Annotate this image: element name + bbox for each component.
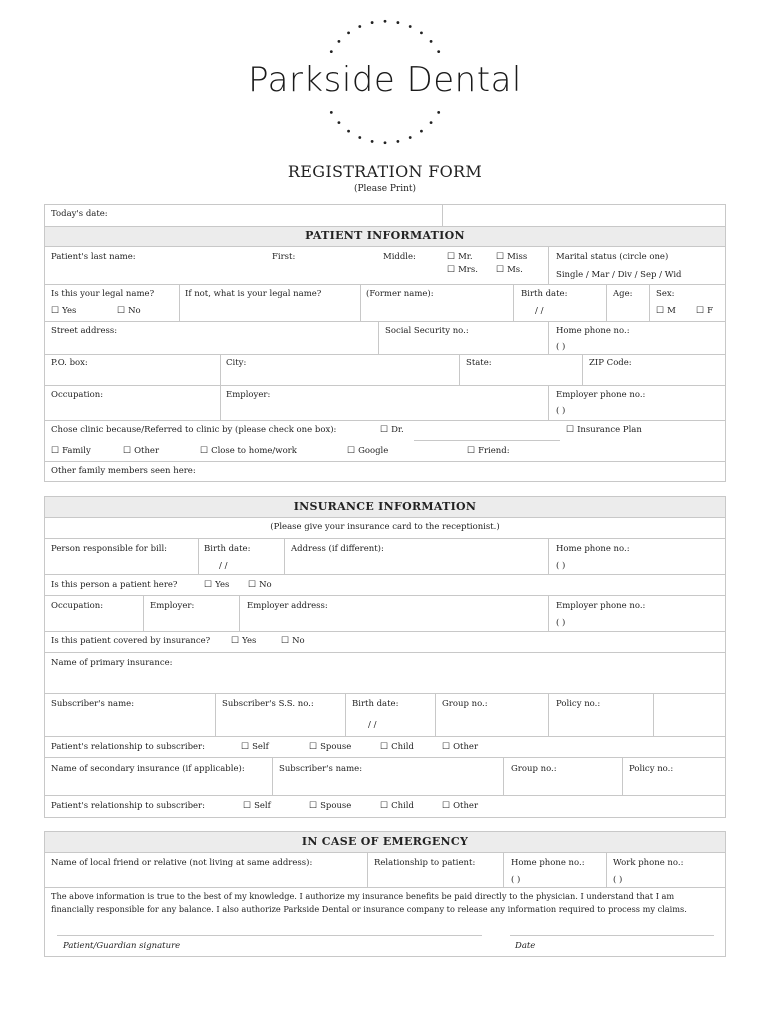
covered-question: Is this patient covered by insurance? — [51, 636, 211, 646]
date-line[interactable] — [510, 935, 714, 936]
responsible-employer-label: Employer: — [150, 601, 195, 611]
last-name-label: Patient's last name: — [51, 252, 136, 262]
legal-name-question: Is this your legal name? — [51, 289, 155, 299]
local-friend-label: Name of local friend or relative (not living at same address): — [51, 858, 313, 868]
secondary-subscriber-name-label: Subscriber's name: — [279, 764, 363, 774]
marital-status-options[interactable]: Single / Mar / Div / Sep / Wid — [556, 270, 682, 280]
subscriber-birth-date-label: Birth date: — [352, 699, 399, 709]
title-miss-checkbox[interactable]: ☐ Miss — [496, 252, 527, 262]
emergency-work-phone-label: Work phone no.: — [613, 858, 684, 868]
po-box-label: P.O. box: — [51, 358, 88, 368]
secondary-policy-no-label: Policy no.: — [629, 764, 674, 774]
title-ms-checkbox[interactable]: ☐ Ms. — [496, 265, 523, 275]
referral-google-checkbox[interactable]: ☐ Google — [347, 446, 388, 456]
secondary-group-no-label: Group no.: — [511, 764, 557, 774]
employer-phone-label: Employer phone no.: — [556, 390, 646, 400]
logo-dot — [338, 40, 341, 43]
employer-label: Employer: — [226, 390, 271, 400]
legal-name-yes-checkbox[interactable]: ☐ Yes — [51, 306, 76, 316]
logo-dot — [371, 21, 374, 24]
insurance-info-header: INSURANCE INFORMATION — [45, 497, 725, 517]
subscriber-birth-date-slashes: / / — [368, 720, 377, 730]
relationship-other-checkbox[interactable]: ☐ Other — [442, 742, 478, 752]
relationship-child-checkbox[interactable]: ☐ Child — [380, 742, 414, 752]
signature-date-label: Date — [515, 941, 536, 951]
subscriber-ss-label: Subscriber's S.S. no.: — [222, 699, 314, 709]
logo-dot — [420, 31, 423, 34]
logo-dot — [358, 136, 361, 139]
logo-dot — [420, 130, 423, 133]
referral-family-checkbox[interactable]: ☐ Family — [51, 446, 91, 456]
referral-close-home-checkbox[interactable]: ☐ Close to home/work — [200, 446, 297, 456]
logo-dot — [330, 50, 333, 53]
is-patient-question: Is this person a patient here? — [51, 580, 178, 590]
secondary-relationship-child-checkbox[interactable]: ☐ Child — [380, 801, 414, 811]
patient-info-header: PATIENT INFORMATION — [45, 226, 725, 246]
secondary-relationship-self-checkbox[interactable]: ☐ Self — [243, 801, 271, 811]
middle-name-label: Middle: — [383, 252, 416, 262]
ssn-label: Social Security no.: — [385, 326, 469, 336]
responsible-birth-date-slashes: / / — [219, 561, 228, 571]
employer-address-label: Employer address: — [247, 601, 328, 611]
relationship-self-checkbox[interactable]: ☐ Self — [241, 742, 269, 752]
signature-line[interactable] — [57, 935, 482, 936]
state-label: State: — [466, 358, 492, 368]
chose-clinic-label: Chose clinic because/Referred to clinic by (please check one box): — [51, 425, 337, 435]
responsible-home-phone-label: Home phone no.: — [556, 544, 630, 554]
logo-dot — [347, 130, 350, 133]
home-phone-parens: ( ) — [556, 342, 566, 352]
zip-label: ZIP Code: — [589, 358, 632, 368]
emergency-relationship-label: Relationship to patient: — [374, 858, 476, 868]
primary-insurance-label: Name of primary insurance: — [51, 658, 173, 668]
insurance-card-note: (Please give your insurance card to the receptionist.) — [270, 522, 500, 532]
covered-no-checkbox[interactable]: ☐ No — [281, 636, 305, 646]
policy-no-label: Policy no.: — [556, 699, 601, 709]
logo-dot — [384, 141, 387, 144]
marital-status-label: Marital status (circle one) — [556, 252, 669, 262]
disclaimer-line-1: The above information is true to the best of my knowledge. I authorize my insurance benefits be paid directly to the physician. I understand that I am — [51, 891, 675, 901]
form-title: REGISTRATION FORM — [287, 162, 483, 181]
logo-dot — [409, 136, 412, 139]
form-subtitle: (Please Print) — [353, 184, 417, 194]
logo-dot — [396, 21, 399, 24]
logo-dot — [437, 111, 440, 114]
referral-friend-checkbox[interactable]: ☐ Friend: — [467, 446, 510, 456]
disclaimer-line-2: financially responsible for any balance. I also authorize Parkside Dental or insurance company to release any information required to process my claims. — [51, 904, 687, 914]
former-name-label: (Former name): — [366, 289, 434, 299]
referral-dr-checkbox[interactable]: ☐ Dr. — [380, 425, 404, 435]
city-label: City: — [226, 358, 247, 368]
logo-dot — [430, 40, 433, 43]
logo-dot — [396, 140, 399, 143]
occupation-label: Occupation: — [51, 390, 104, 400]
logo-dot — [384, 20, 387, 23]
responsible-employer-phone-label: Employer phone no.: — [556, 601, 646, 611]
birth-date-label: Birth date: — [521, 289, 568, 299]
responsible-occupation-label: Occupation: — [51, 601, 104, 611]
other-family-label: Other family members seen here: — [51, 466, 196, 476]
is-patient-yes-checkbox[interactable]: ☐ Yes — [204, 580, 229, 590]
logo-dot — [409, 25, 412, 28]
employer-phone-parens: ( ) — [556, 406, 566, 416]
street-address-label: Street address: — [51, 326, 118, 336]
emergency-home-phone-label: Home phone no.: — [511, 858, 585, 868]
logo-dot — [437, 50, 440, 53]
home-phone-label: Home phone no.: — [556, 326, 630, 336]
insurance-plan-checkbox[interactable]: ☐ Insurance Plan — [566, 425, 642, 435]
sex-f-checkbox[interactable]: ☐ F — [696, 306, 713, 316]
covered-yes-checkbox[interactable]: ☐ Yes — [231, 636, 256, 646]
sex-m-checkbox[interactable]: ☐ M — [656, 306, 676, 316]
responsible-employer-phone-parens: ( ) — [556, 618, 566, 628]
group-no-label: Group no.: — [442, 699, 488, 709]
today-date-label: Today's date: — [51, 209, 108, 219]
emergency-home-phone-parens: ( ) — [511, 875, 521, 885]
logo-dot — [430, 121, 433, 124]
is-patient-no-checkbox[interactable]: ☐ No — [248, 580, 272, 590]
title-mr-checkbox[interactable]: ☐ Mr. — [447, 252, 473, 262]
legal-name-no-checkbox[interactable]: ☐ No — [117, 306, 141, 316]
emergency-work-phone-parens: ( ) — [613, 875, 623, 885]
responsible-person-label: Person responsible for bill: — [51, 544, 168, 554]
secondary-insurance-label: Name of secondary insurance (if applicable): — [51, 764, 245, 774]
logo-text: Parkside Dental — [248, 60, 522, 100]
relationship-label: Patient's relationship to subscriber: — [51, 742, 205, 752]
logo-dot — [347, 31, 350, 34]
responsible-address-label: Address (if different): — [291, 544, 384, 554]
age-label: Age: — [613, 289, 633, 299]
first-name-label: First: — [272, 252, 296, 262]
logo-dot — [358, 25, 361, 28]
responsible-birth-date-label: Birth date: — [204, 544, 251, 554]
logo-dot — [338, 121, 341, 124]
subscriber-name-label: Subscriber's name: — [51, 699, 135, 709]
emergency-header: IN CASE OF EMERGENCY — [45, 832, 725, 852]
sex-label: Sex: — [656, 289, 675, 299]
responsible-home-phone-parens: ( ) — [556, 561, 566, 571]
referral-other-checkbox[interactable]: ☐ Other — [123, 446, 159, 456]
legal-name-label: If not, what is your legal name? — [185, 289, 322, 299]
secondary-relationship-spouse-checkbox[interactable]: ☐ Spouse — [309, 801, 351, 811]
logo-dot — [330, 111, 333, 114]
relationship-spouse-checkbox[interactable]: ☐ Spouse — [309, 742, 351, 752]
logo-dot — [371, 140, 374, 143]
signature-label: Patient/Guardian signature — [63, 941, 181, 951]
secondary-relationship-label: Patient's relationship to subscriber: — [51, 801, 205, 811]
birth-date-slashes: / / — [535, 306, 544, 316]
title-mrs-checkbox[interactable]: ☐ Mrs. — [447, 265, 478, 275]
secondary-relationship-other-checkbox[interactable]: ☐ Other — [442, 801, 478, 811]
